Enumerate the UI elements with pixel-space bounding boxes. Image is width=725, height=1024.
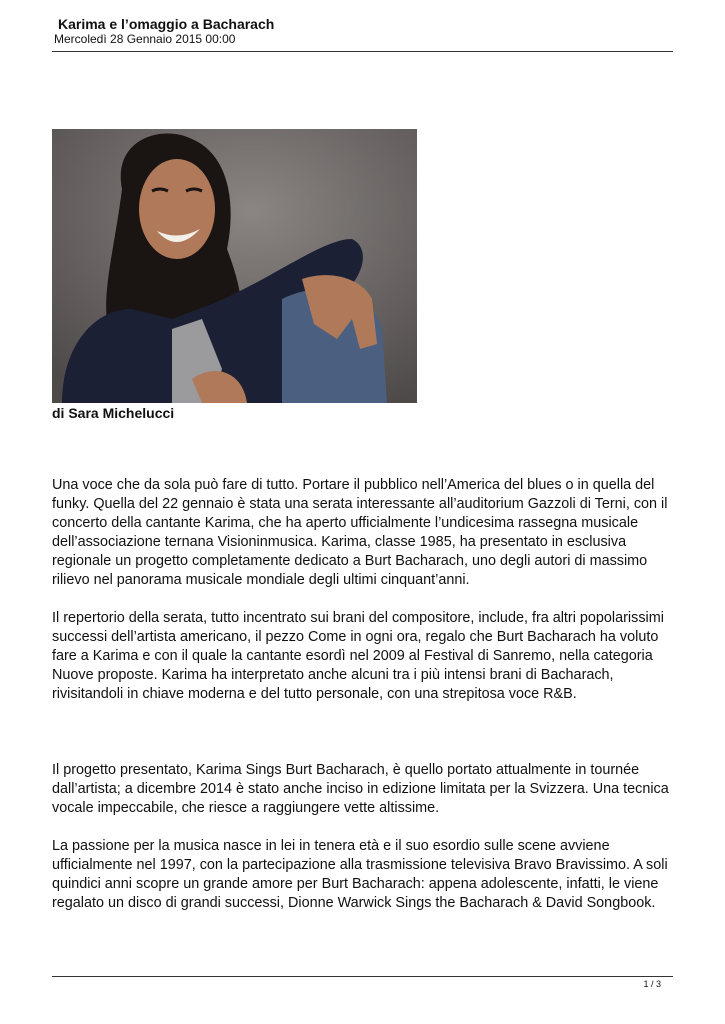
paragraph: Una voce che da sola può fare di tutto. Portare il pubblico nell’America del blues o in quella del funky. Quella del 22 gennaio è stata una serata interessante all’auditorium Gazzoli di Terni, con il concerto della cantante Karima, che ha aperto ufficialmente l’undicesima rassegna musicale dell’associazione ternana Visioninmusica. Karima, classe 1985, ha presentato in esclusiva regionale un progetto completamente dedicato a Burt Bacharach, uno degli autori di massimo rilievo nel panorama musicale mondiale degli ultimi cinquant’anni. <box>52 477 668 588</box>
article-date: Mercoledì 28 Gennaio 2015 00:00 <box>54 32 236 46</box>
header-divider <box>52 51 673 52</box>
footer-divider <box>52 976 673 977</box>
paragraph: Il repertorio della serata, tutto incentrato sui brani del compositore, include, fra altri popolarissimi successi dell’artista americano, il pezzo Come in ogni ora, regalo che Burt Bacharach ha voluto fare a Karima e con il quale la cantante esordì nel 2009 al Festival di Sanremo, nella categoria Nuove proposte. Karima ha interpretato anche alcuni tra i più intensi brani di Bacharach, rivisitandoli in chiave moderna e del tutto personale, con una strepitosa voce R&B. <box>52 610 664 702</box>
article-photo <box>52 129 417 403</box>
page-header <box>54 16 674 46</box>
byline: di Sara Michelucci <box>52 405 175 421</box>
article-body <box>52 476 674 913</box>
page-number: 1 / 3 <box>643 979 661 989</box>
paragraph: La passione per la musica nasce in lei in tenera età e il suo esordio sulle scene avviene ufficialmente nel 1997, con la partecipazione alla trasmissione televisiva Bravo Bravissimo. A soli quindici anni scopre un grande amore per Burt Bacharach: appena adolescente, infatti, le viene regalato un disco di grandi successi, Dionne Warwick Sings the Bacharach & David Songbook. <box>52 838 668 911</box>
article-title: Karima e l’omaggio a Bacharach <box>58 16 275 32</box>
paragraph: Il progetto presentato, Karima Sings Burt Bacharach, è quello portato attualmente in tournée dall’artista; a dicembre 2014 è stato anche inciso in edizione limitata per la Svizzera. Una tecnica vocale impeccabile, che riesce a raggiungere vette altissime. <box>52 762 669 816</box>
portrait-illustration <box>52 129 417 403</box>
